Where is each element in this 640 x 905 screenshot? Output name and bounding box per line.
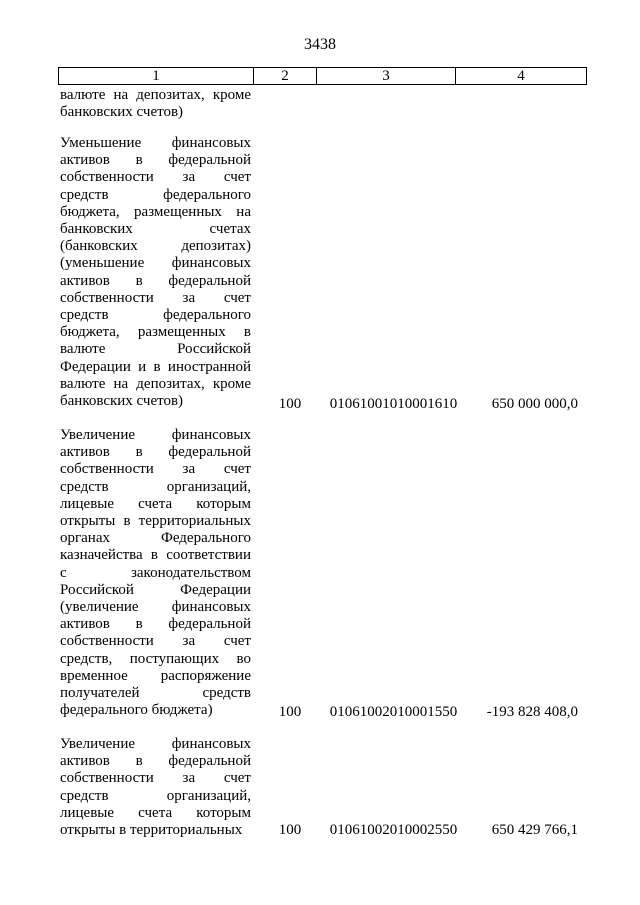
row-2-kbk: 01061002010001550 <box>329 704 458 720</box>
row-3-code: 100 <box>278 822 302 838</box>
header-col-2: 2 <box>254 68 317 84</box>
row-2-description: Увеличение финансовых активов в федеральной собственности за счет средств организаций, лицевые счета которым открыты в территориальных органах Федерального казначейства в соответствии с законодательством Российской Федерации (увеличение финансовых активов в федеральной собственности за счет средств, поступающих во временное распоряжение получателей средств федерального бюджета) <box>60 427 251 719</box>
row-2-code: 100 <box>278 704 302 720</box>
row-3-description: Увеличение финансовых активов в федеральной собственности за счет средств организаций, лицевые счета которым открыты в территориальных <box>60 736 251 839</box>
row-1-code: 100 <box>278 396 302 412</box>
row-2-amount: -193 828 408,0 <box>486 704 578 720</box>
row-1-kbk: 01061001010001610 <box>329 396 458 412</box>
table-header <box>58 67 587 85</box>
header-col-3: 3 <box>317 68 456 84</box>
page-number: 3438 <box>304 36 336 53</box>
continuation-text: валюте на депозитах, кроме банковских счетов) <box>60 87 251 121</box>
row-1-description: Уменьшение финансовых активов в федеральной собственности за счет средств федерального бюджета, размещенных на банковских счетах (банковских депозитах) (уменьшение финансовых активов в федеральной собственности за счет средств федерального бюджета, размещенных в валюте Российской Федерации и в иностранной валюте на депозитах, кроме банковских счетов) <box>60 135 251 410</box>
row-3-kbk: 01061002010002550 <box>329 822 458 838</box>
header-col-4: 4 <box>517 68 525 84</box>
row-1-amount: 650 000 000,0 <box>491 396 578 412</box>
row-3-amount: 650 429 766,1 <box>491 822 578 838</box>
header-col-1: 1 <box>59 68 254 84</box>
